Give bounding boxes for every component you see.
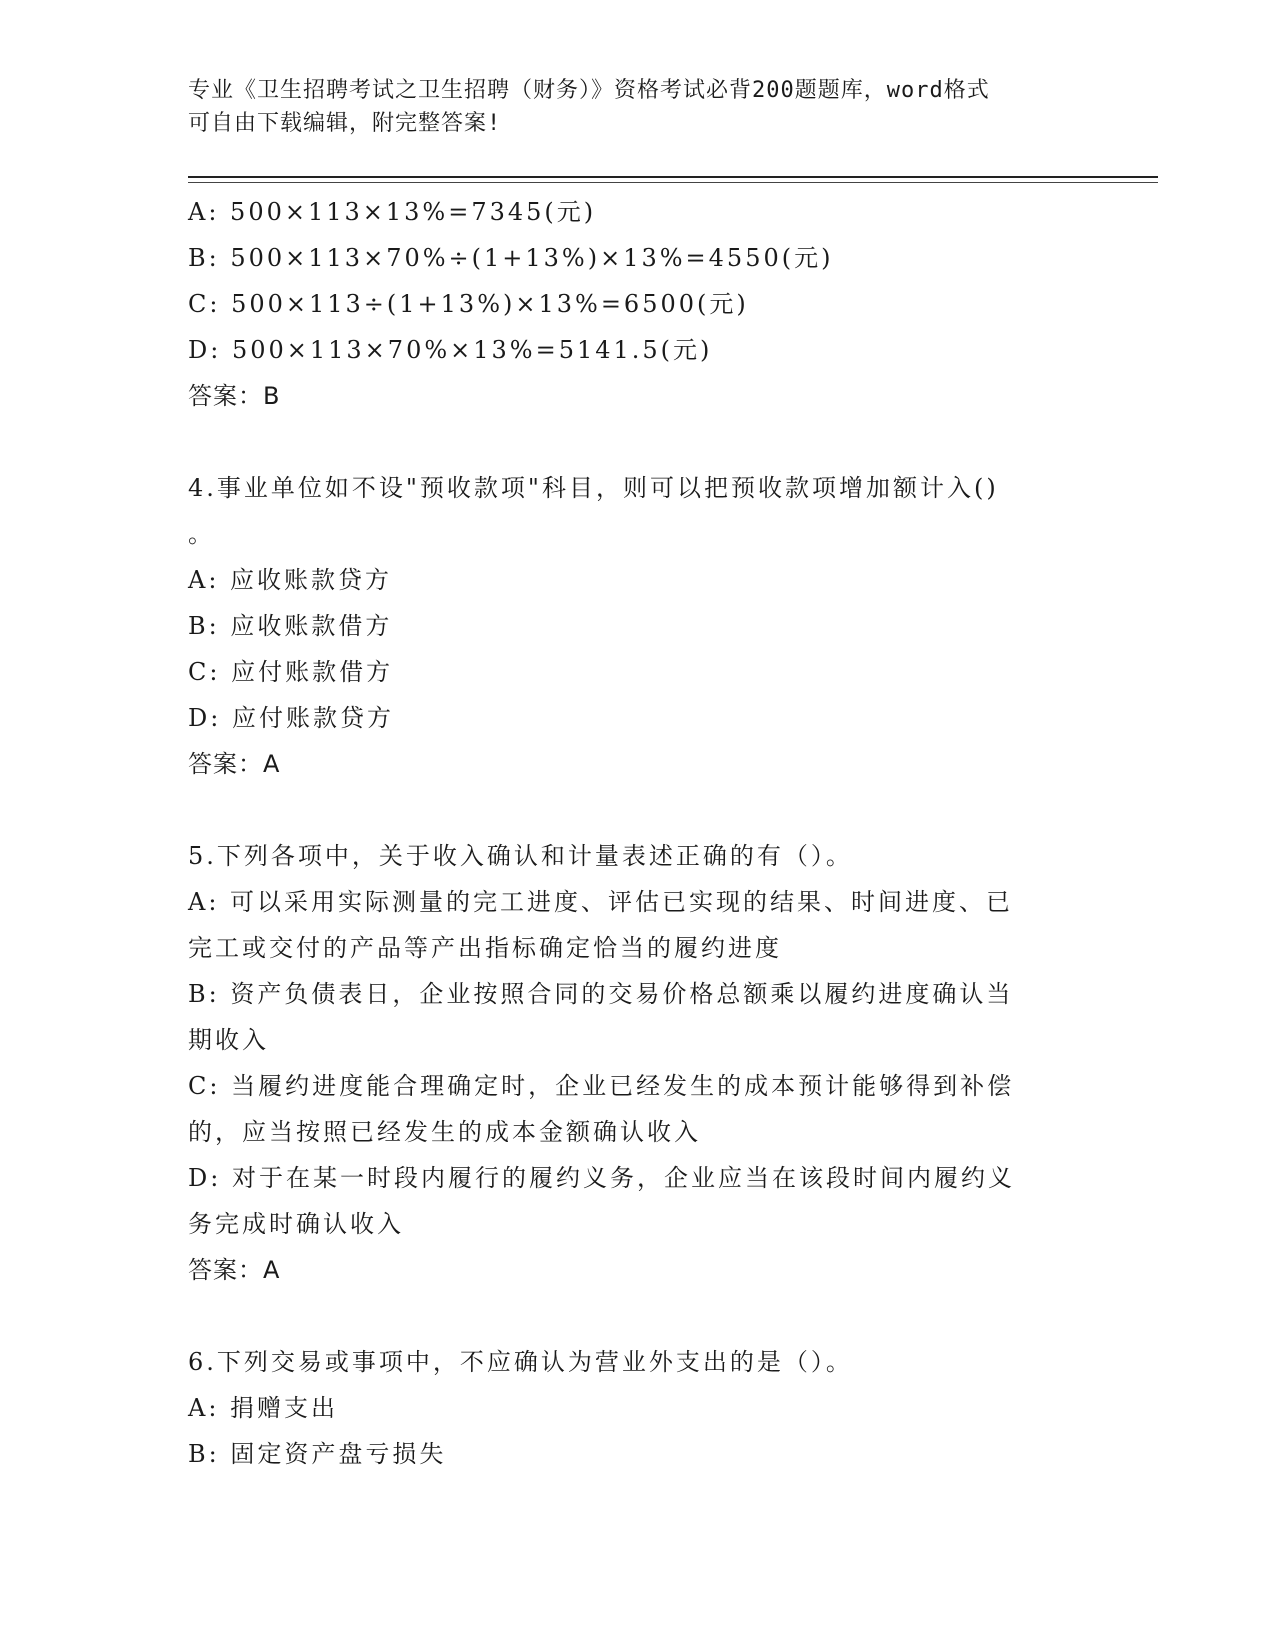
header-divider-thin xyxy=(188,182,1158,183)
q3-option-c: C: 500×113÷(1+13%)×13%=6500(元) xyxy=(188,290,749,318)
question-content xyxy=(188,189,1078,1477)
q4-option-a: A: 应收账款贷方 xyxy=(188,566,393,594)
q5-option-d-line-1: D: 对于在某一时段内履行的履约义务，企业应当在该段时间内履约义 xyxy=(188,1164,1015,1192)
q5-option-a-line-2: 完工或交付的产品等产出指标确定恰当的履约进度 xyxy=(188,934,782,962)
q5-stem: 5.下列各项中，关于收入确认和计量表述正确的有（）。 xyxy=(188,842,853,870)
spacer xyxy=(188,419,1078,465)
q4-option-d: D: 应付账款贷方 xyxy=(188,704,394,732)
q3-answer: 答案：B xyxy=(188,382,281,410)
question-6 xyxy=(188,1339,1078,1477)
question-4 xyxy=(188,465,1078,787)
spacer xyxy=(188,1293,1078,1339)
q4-option-b: B: 应收账款借方 xyxy=(188,612,393,640)
q5-option-b-line-2: 期收入 xyxy=(188,1026,269,1054)
spacer xyxy=(188,787,1078,833)
q6-option-a: A: 捐赠支出 xyxy=(188,1394,339,1422)
q6-option-b: B: 固定资产盘亏损失 xyxy=(188,1440,447,1468)
header-title-line-1: 专业《卫生招聘考试之卫生招聘（财务）》资格考试必背200题题库，word格式 xyxy=(188,78,990,103)
q5-option-d-line-2: 务完成时确认收入 xyxy=(188,1210,404,1238)
q3-option-a: A: 500×113×13%=7345(元) xyxy=(188,198,597,226)
q4-stem-line-1: 4.事业单位如不设"预收款项"科目，则可以把预收款项增加额计入() xyxy=(188,474,999,502)
q3-option-b: B: 500×113×70%÷(1+13%)×13%=4550(元) xyxy=(188,244,834,272)
header-title-line-2: 可自由下载编辑，附完整答案! xyxy=(188,111,502,136)
q6-stem: 6.下列交易或事项中，不应确认为营业外支出的是（）。 xyxy=(188,1348,853,1376)
q3-option-d: D: 500×113×70%×13%=5141.5(元) xyxy=(188,336,713,364)
q5-option-c-line-2: 的，应当按照已经发生的成本金额确认收入 xyxy=(188,1118,701,1146)
q5-answer: 答案：A xyxy=(188,1256,281,1284)
question-3 xyxy=(188,189,1078,419)
question-5 xyxy=(188,833,1078,1293)
q5-option-b-line-1: B: 资产负债表日，企业按照合同的交易价格总额乘以履约进度确认当 xyxy=(188,980,1014,1008)
q5-option-a-line-1: A: 可以采用实际测量的完工进度、评估已实现的结果、时间进度、已 xyxy=(188,888,1014,916)
document-header xyxy=(188,74,1088,140)
header-divider-thick xyxy=(188,176,1158,178)
q4-answer: 答案：A xyxy=(188,750,281,778)
q4-stem-line-2: 。 xyxy=(188,520,215,548)
q5-option-c-line-1: C: 当履约进度能合理确定时，企业已经发生的成本预计能够得到补偿 xyxy=(188,1072,1015,1100)
q4-option-c: C: 应付账款借方 xyxy=(188,658,394,686)
